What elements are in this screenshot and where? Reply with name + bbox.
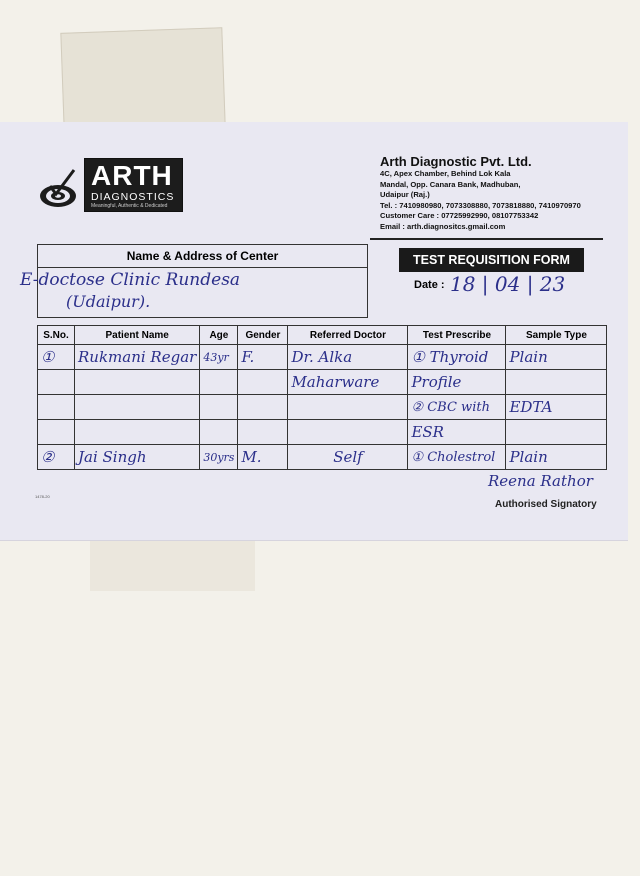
table-cell: F.	[238, 345, 288, 370]
table-cell	[200, 420, 238, 445]
table-row	[38, 345, 607, 370]
table-cell	[38, 395, 75, 420]
table-cell	[200, 370, 238, 395]
table-row	[38, 420, 607, 445]
column-header: S.No.	[38, 326, 75, 345]
table-cell	[38, 370, 75, 395]
header-divider	[370, 238, 603, 240]
table-cell: 30yrs	[200, 445, 238, 470]
target-check-icon	[38, 168, 80, 210]
table-cell	[238, 395, 288, 420]
logo-wordmark	[84, 158, 183, 212]
company-name: Arth Diagnostic Pvt. Ltd.	[380, 154, 532, 169]
authorised-signatory-label: Authorised Signatory	[495, 499, 597, 510]
table-cell: Jai Singh	[75, 445, 200, 470]
form-title-banner: TEST REQUISITION FORM	[399, 248, 584, 272]
company-telephone: Tel. : 7410980980, 7073308880, 7073818880, 7410970970	[380, 200, 581, 210]
table-cell: Dr. Alka	[288, 345, 408, 370]
table-cell: ESR	[408, 420, 506, 445]
table-cell	[75, 420, 200, 445]
arth-logo	[38, 158, 183, 216]
table-cell	[200, 395, 238, 420]
logo-sub-text: DIAGNOSTICS	[91, 191, 175, 203]
table-header-row	[38, 326, 607, 345]
company-address-line: Udaipur (Raj.)	[380, 190, 430, 199]
table-cell	[506, 420, 607, 445]
table-row	[38, 395, 607, 420]
table-cell: ②	[38, 445, 75, 470]
table-cell	[38, 420, 75, 445]
table-cell	[288, 420, 408, 445]
table-cell: ② CBC with	[408, 395, 506, 420]
company-email: Email : arth.diagnositcs.gmail.com	[380, 221, 506, 231]
column-header: Patient Name	[75, 326, 200, 345]
table-cell: Plain	[506, 345, 607, 370]
table-cell: EDTA	[506, 395, 607, 420]
table-cell: ① Thyroid	[408, 345, 506, 370]
table-cell	[75, 395, 200, 420]
center-city-handwritten: (Udaipur).	[66, 292, 151, 311]
date-label: Date :	[414, 279, 445, 291]
company-customer-care: Customer Care : 07725992990, 08107753342	[380, 211, 539, 220]
company-address-line: Mandal, Opp. Canara Bank, Madhuban,	[380, 179, 521, 189]
test-requisition-table	[37, 325, 607, 470]
column-header: Sample Type	[506, 326, 607, 345]
adhesive-tape-residue	[90, 535, 255, 591]
table-row	[38, 370, 607, 395]
column-header: Referred Doctor	[288, 326, 408, 345]
table-cell: M.	[238, 445, 288, 470]
logo-brand-text: ARTH	[91, 160, 173, 191]
company-info	[380, 154, 630, 232]
table-cell: ①	[38, 345, 75, 370]
table-cell: Maharware	[288, 370, 408, 395]
center-name-handwritten: E-doctose Clinic Rundesa	[20, 270, 241, 290]
table-cell	[238, 370, 288, 395]
table-cell: Rukmani Regar	[75, 345, 200, 370]
table-cell: ① Cholestrol	[408, 445, 506, 470]
column-header: Test Prescribe	[408, 326, 506, 345]
column-header: Gender	[238, 326, 288, 345]
table-cell	[75, 370, 200, 395]
table-cell	[506, 370, 607, 395]
logo-tagline: Meaningful, Authentic & Dedicated	[91, 203, 168, 209]
table-cell	[288, 395, 408, 420]
table-cell	[238, 420, 288, 445]
form-code: 1478-20	[35, 494, 50, 499]
adhesive-tape	[60, 27, 225, 131]
center-box-title: Name & Address of Center	[38, 245, 367, 268]
table-row	[38, 445, 607, 470]
handwritten-signature: Reena Rathor	[488, 472, 593, 490]
table-cell: 43yr	[200, 345, 238, 370]
table-cell: Profile	[408, 370, 506, 395]
table-cell: Self	[288, 445, 408, 470]
date-handwritten: 18 | 04 | 23	[450, 272, 566, 296]
table-cell: Plain	[506, 445, 607, 470]
company-address-line: 4C, Apex Chamber, Behind Lok Kala	[380, 169, 511, 178]
column-header: Age	[200, 326, 238, 345]
